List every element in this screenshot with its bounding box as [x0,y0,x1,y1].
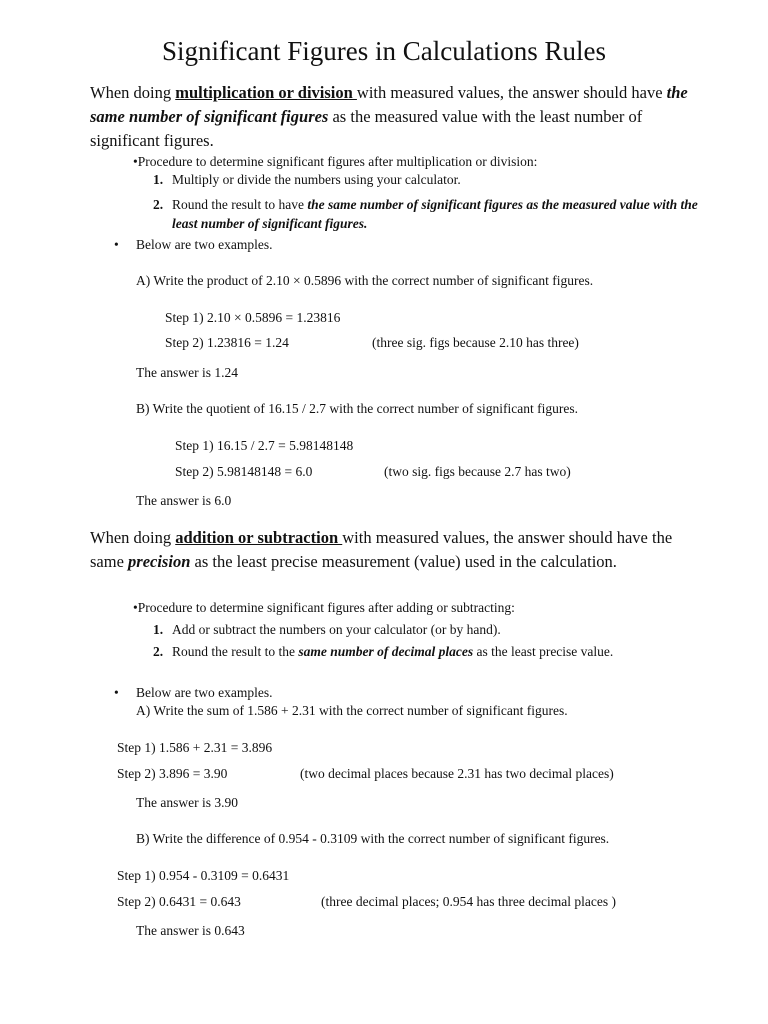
add-intro-paragraph [90,526,690,574]
mult-example-a-answer: The answer is 1.24 [136,365,238,380]
mult-examples-text: Below are two examples. [136,237,273,252]
add-intro-term: addition or subtraction [175,528,343,547]
add-examples-text: Below are two examples. [136,685,273,700]
add-examples-intro [114,685,272,701]
add-step-1-number: 1. [153,622,164,637]
add-intro-text-1: When doing [90,528,176,547]
mult-step-2-text: Round the result to have [172,197,308,212]
bullet-icon: • [114,237,119,252]
mult-example-a-step-1: Step 1) 2.10 × 0.5896 = 1.23816 [165,310,341,325]
mult-step-1-number: 1. [153,172,164,187]
add-intro-emphasis: precision [128,552,191,571]
add-example-b-step-2: Step 2) 0.6431 = 0.643 [117,894,241,909]
mult-step-2-number: 2. [153,197,164,212]
mult-intro-text-3: as the measured value with the least number of significant figures. [90,107,643,150]
add-example-a-question: A) Write the sum of 1.586 + 2.31 with the correct number of significant figures. [136,703,568,718]
mult-example-b-question: B) Write the quotient of 16.15 / 2.7 with the correct number of significant figures. [136,401,578,416]
add-example-b-question: B) Write the difference of 0.954 - 0.3109 with the correct number of significant figures. [136,831,610,846]
mult-procedure-step-1 [153,172,461,188]
add-example-b-answer: The answer is 0.643 [136,923,245,938]
mult-intro-text-2: with measured values, the answer should have [356,83,667,102]
mult-procedure-heading: •Procedure to determine significant figures after multiplication or division: [133,154,538,169]
add-example-b-step-1: Step 1) 0.954 - 0.3109 = 0.6431 [117,868,290,883]
add-intro-text-2: with measured values, the answer should have the same [90,528,673,571]
mult-example-a-step-2-note: (three sig. figs because 2.10 has three) [372,335,579,350]
mult-step-2-body [172,195,718,233]
add-step-2-number: 2. [153,644,164,659]
add-procedure-step-1 [153,622,501,638]
mult-step-2-emphasis: the same number of significant figures as the measured value with the least number of significant figures. [172,197,698,231]
mult-example-b-answer: The answer is 6.0 [136,493,232,508]
add-example-b-step-2-note: (three decimal places; 0.954 has three decimal places ) [321,894,616,909]
mult-example-b-step-2-note: (two sig. figs because 2.7 has two) [384,464,571,479]
add-example-a-step-2-note: (two decimal places because 2.31 has two decimal places) [300,766,614,781]
add-example-a-step-2: Step 2) 3.896 = 3.90 [117,766,228,781]
add-step-1-text: Add or subtract the numbers on your calculator (or by hand). [172,622,501,637]
mult-procedure-step-2 [153,195,718,233]
mult-step-1-text: Multiply or divide the numbers using your calculator. [172,172,461,187]
mult-intro-text-1: When doing [90,83,176,102]
add-step-2-text-end: as the least precise value. [473,644,614,659]
add-intro-text-3: as the least precise measurement (value) used in the calculation. [190,552,617,571]
bullet-icon: • [114,685,119,700]
add-procedure-step-2 [153,644,613,660]
add-example-a-step-1: Step 1) 1.586 + 2.31 = 3.896 [117,740,273,755]
add-example-a-answer: The answer is 3.90 [136,795,238,810]
page-title: Significant Figures in Calculations Rules [162,36,606,66]
add-step-2-text: Round the result to the [172,644,299,659]
mult-examples-intro [114,237,272,253]
mult-example-a-question: A) Write the product of 2.10 × 0.5896 with the correct number of significant figures. [136,273,594,288]
mult-example-b-step-2: Step 2) 5.98148148 = 6.0 [175,464,313,479]
mult-example-b-step-1: Step 1) 16.15 / 2.7 = 5.98148148 [175,438,354,453]
mult-intro-term: multiplication or division [175,83,357,102]
mult-intro-emphasis: the same number of significant figures [90,83,688,126]
mult-example-a-step-2: Step 2) 1.23816 = 1.24 [165,335,289,350]
mult-intro-paragraph [90,81,690,153]
add-procedure-heading: •Procedure to determine significant figures after adding or subtracting: [133,600,515,615]
add-step-2-emphasis: same number of decimal places [298,644,474,659]
